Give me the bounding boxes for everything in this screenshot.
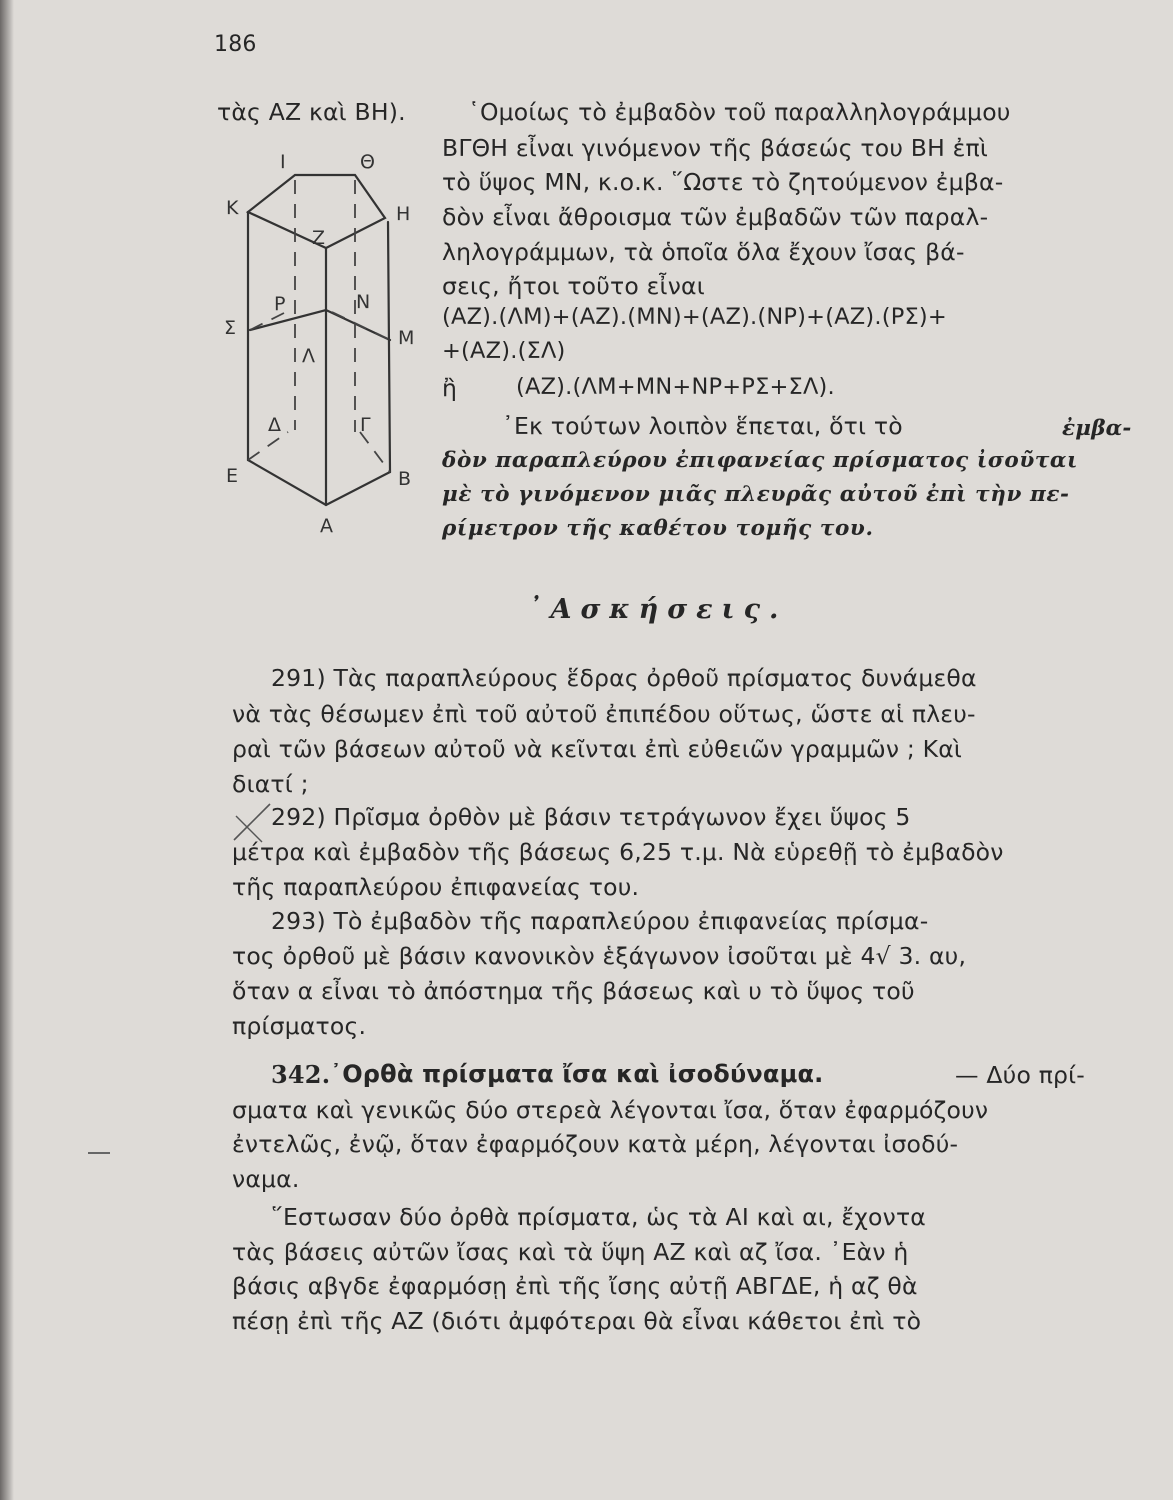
text-line: τὰς ΑΖ καὶ ΒΗ). bbox=[217, 98, 406, 126]
exercise-291-line: 291) Τὰς παραπλεύρους ἕδρας ὀρθοῦ πρίσματος δυνάμεθα bbox=[271, 664, 977, 692]
figure-label: Ν bbox=[356, 291, 371, 313]
figure-label: Β bbox=[398, 468, 412, 490]
figure-label: Ε bbox=[226, 465, 239, 487]
figure-label: Μ bbox=[398, 327, 415, 349]
section-number: 342. bbox=[271, 1060, 331, 1089]
text-line: — Δύο πρί- bbox=[955, 1061, 1085, 1089]
text-line: ναμα. bbox=[232, 1165, 300, 1193]
exercise-293-line: 293) Τὸ ἐμβαδὸν τῆς παραπλεύρου ἐπιφανείας πρίσμα- bbox=[271, 907, 929, 935]
text-line: ῞Εστωσαν δύο ὀρθὰ πρίσματα, ὡς τὰ ΑΙ καὶ αι, ἔχοντα bbox=[271, 1203, 926, 1231]
figure-label: Ι bbox=[280, 151, 286, 173]
exercise-293-line: πρίσματος. bbox=[232, 1012, 367, 1040]
figure-label: Κ bbox=[226, 197, 239, 219]
formula-line: (ΑΖ).(ΛΜ+ΜΝ+ΝΡ+ΡΣ+ΣΛ). bbox=[516, 374, 835, 400]
italic-text: δὸν παραπλεύρου ἐπιφανείας πρίσματος ἰσοῦται bbox=[442, 448, 1079, 473]
text-line: τὰς βάσεις αὐτῶν ἴσας καὶ τὰ ὕψη ΑΖ καὶ αζ ἴσα. ᾿Εὰν ἡ bbox=[232, 1238, 909, 1266]
text-line: ᾿Εκ τούτων λοιπὸν ἕπεται, ὅτι τὸ bbox=[502, 412, 903, 440]
text-line: ἐντελῶς, ἐνῷ, ὅταν ἐφαρμόζουν κατὰ μέρη, λέγονται ἰσοδύ- bbox=[232, 1130, 959, 1158]
margin-mark bbox=[88, 1152, 110, 1154]
exercise-293-line: τος ὀρθοῦ μὲ βάσιν κανονικὸν ἑξάγωνον ἰσοῦται μὲ 4√ 3. αυ, bbox=[232, 942, 967, 970]
figure-label: Γ bbox=[360, 414, 371, 436]
text-line: βάσις αβγδε ἐφαρμόσῃ ἐπὶ τῆς ἴσης αὐτῇ ΑΒΓΔΕ, ἡ αζ θὰ bbox=[232, 1272, 918, 1300]
figure-label: Ρ bbox=[274, 293, 286, 315]
exercise-292-line: τῆς παραπλεύρου ἐπιφανείας του. bbox=[232, 873, 640, 901]
exercise-292-line: 292) Πρῖσμα ὀρθὸν μὲ βάσιν τετράγωνον ἔχει ὕψος 5 bbox=[271, 803, 911, 831]
formula-line: (ΑΖ).(ΛΜ)+(ΑΖ).(ΜΝ)+(ΑΖ).(ΝΡ)+(ΑΖ).(ΡΣ)+ bbox=[442, 304, 947, 330]
prism-figure bbox=[210, 140, 435, 540]
figure-label: Η bbox=[396, 203, 411, 225]
text-line: ῾Ομοίως τὸ ἐμβαδὸν τοῦ παραλληλογράμμου bbox=[468, 98, 1011, 126]
text-line: δὸν εἶναι ἄθροισμα τῶν ἐμβαδῶν τῶν παραλ- bbox=[442, 203, 989, 231]
italic-text: ρίμετρον τῆς καθέτου τομῆς του. bbox=[442, 516, 874, 541]
exercises-heading: ᾿Ασκήσεις. bbox=[528, 594, 788, 625]
exercise-291-line: διατί ; bbox=[232, 770, 309, 798]
italic-text: ἐμβα- bbox=[1062, 416, 1132, 441]
figure-label: Δ bbox=[268, 414, 281, 436]
exercise-291-line: νὰ τὰς θέσωμεν ἐπὶ τοῦ αὐτοῦ ἐπιπέδου οὕτως, ὥστε αἱ πλευ- bbox=[232, 700, 976, 728]
exercise-293-line: ὅταν α εἶναι τὸ ἀπόστημα τῆς βάσεως καὶ υ τὸ ὕψος τοῦ bbox=[232, 977, 915, 1005]
exercise-292-line: μέτρα καὶ ἐμβαδὸν τῆς βάσεως 6,25 τ.μ. Νὰ εὑρεθῇ τὸ ἐμβαδὸν bbox=[232, 838, 1004, 866]
figure-label: Α bbox=[320, 515, 333, 537]
figure-label: Σ bbox=[224, 317, 237, 339]
formula-line: +(ΑΖ).(ΣΛ) bbox=[442, 338, 566, 364]
text-line: πέσῃ ἐπὶ τῆς ΑΖ (διότι ἀμφότεραι θὰ εἶναι κάθετοι ἐπὶ τὸ bbox=[232, 1307, 922, 1335]
section-title: ᾿Ορθὰ πρίσματα ἴσα καὶ ἰσοδύναμα. bbox=[330, 1060, 824, 1088]
text-line: ΒΓΘΗ εἶναι γινόμενον τῆς βάσεώς του ΒΗ ἐπὶ bbox=[442, 134, 989, 162]
text-line: ληλογράμμων, τὰ ὁποῖα ὅλα ἔχουν ἴσας βά- bbox=[442, 238, 965, 266]
middle-section bbox=[250, 310, 390, 340]
figure-label: Λ bbox=[302, 345, 315, 367]
bottom-front-edges bbox=[248, 460, 390, 505]
italic-text: μὲ τὸ γινόμενον μιᾶς πλευρᾶς αὐτοῦ ἐπὶ τὴν πε- bbox=[442, 482, 1070, 507]
text-line: τὸ ὕψος ΜΝ, κ.ο.κ. ῞Ωστε τὸ ζητούμενον ἐμβα- bbox=[442, 168, 1004, 196]
figure-label: Ζ bbox=[312, 227, 326, 249]
page-binding-shadow bbox=[0, 0, 14, 1500]
text-line: σματα καὶ γενικῶς δύο στερεὰ λέγονται ἴσα, ὅταν ἐφαρμόζουν bbox=[232, 1096, 989, 1124]
figure-label: Θ bbox=[360, 151, 375, 173]
formula-lead: ἢ bbox=[442, 374, 458, 402]
page-number: 186 bbox=[214, 32, 257, 57]
exercise-291-line: ραὶ τῶν βάσεων αὐτοῦ νὰ κεῖνται ἐπὶ εὐθειῶν γραμμῶν ; Καὶ bbox=[232, 735, 963, 763]
text-line: σεις, ἤτοι τοῦτο εἶναι bbox=[442, 272, 705, 300]
